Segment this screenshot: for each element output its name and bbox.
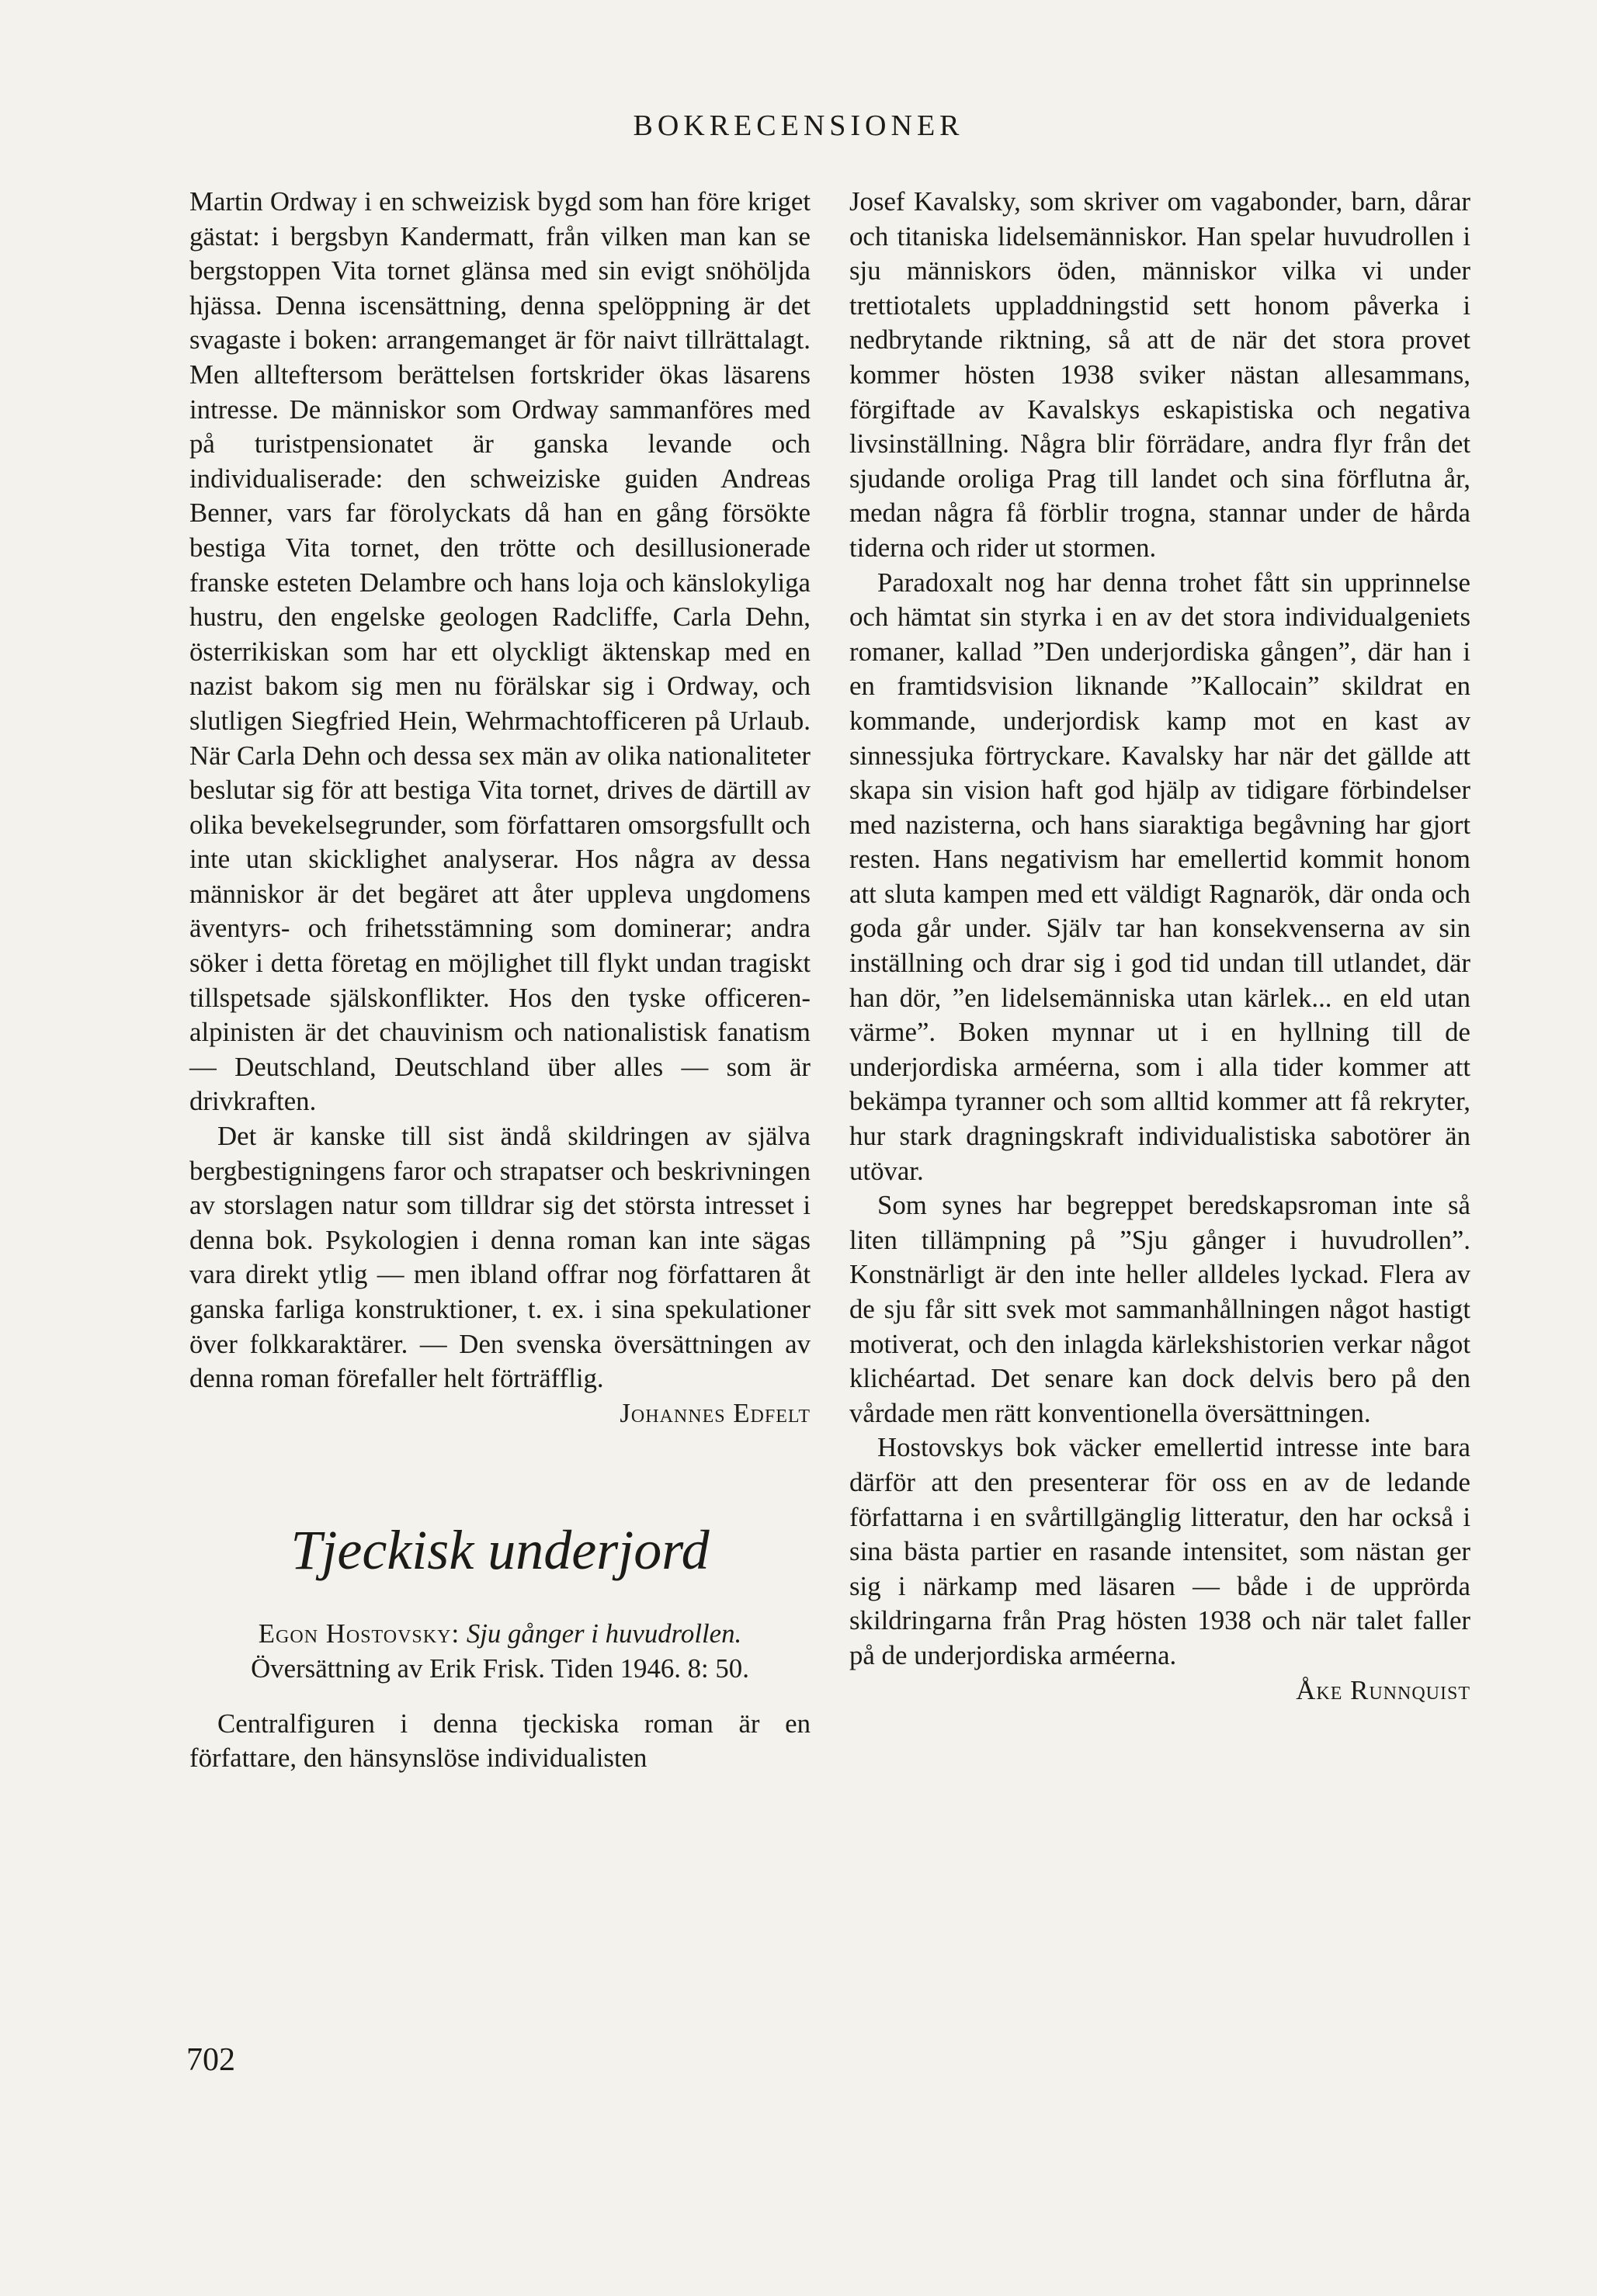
right-paragraph-4: Hostovskys bok väcker emellertid intresse inte bara därför att den presenterar för oss en av de ledande författarna i en svårtillgänglig litteratur, den har också i sina bästa partier en rasande intensitet, som nästan ger sig i närkamp med läsaren — både i de upprörda skildringarna från Prag hösten 1938 och när talet faller på de underjordiska arméerna. (849, 1432, 1470, 1670)
book-title: Sju gånger i huvudrollen. (466, 1618, 742, 1649)
review-opening: Centralfiguren i denna tjeckiska roman är en författare, den hänsynslöse individualisten (189, 1708, 811, 1774)
right-paragraph-3: Som synes har begreppet beredskapsroman inte så liten tillämpning på ”Sju gånger i huvudrollen”. Konstnärligt är den inte heller alldeles lyckad. Flera av de sju får sitt svek mot sammanhållningen något hastigt motiverat, och den inlagda kärlekshistorien verkar något klichéartad. Det senare kan dock delvis bero på den vårdade men rätt konventionella översättningen. (849, 1190, 1470, 1428)
page-number: 702 (186, 2042, 235, 2078)
right-column (849, 185, 1470, 1708)
right-paragraph-2: Paradoxalt nog har denna trohet fått sin upprinnelse och hämtat sin styrka i en av det stora individualgeniets romaner, kallad ”Den underjordiska gången”, där han i en framtidsvision liknande ”Kallocain” skildrat en kommande, underjordisk kamp mot en kast av sinnessjuka förtryckare. Kavalsky har när det gällde att skapa sin vision haft god hjälp av tidigare förbindelser med nazisterna, och hans siaraktiga begåvning har gjort resten. Hans negativism har emellertid kommit honom att sluta kampen med ett väldigt Ragnarök, där onda och goda går under. Själv tar han konsekvenserna av sin inställning och drar sig i god tid undan till utlandet, där han dör, ”en lidelsemänniska utan kärlek... en eld utan värme”. Boken mynnar ut i en hyllning till de underjordiska arméerna, som i alla tider kommer att bekämpa tyranner och som alltid kommer att få rekryter, hur stark dragningskraft individualistiska sabotörer än utövar. (849, 567, 1470, 1186)
book-reference (189, 1617, 811, 1686)
reviewer-signature-runnquist: Åke Runnquist (1296, 1674, 1470, 1705)
left-paragraph-2 (189, 1119, 811, 1428)
right-paragraph-1: Josef Kavalsky, som skriver om vagabonder, barn, dårar och titaniska lidelsemänniskor. Han spelar huvudrollen i sju människors öden, människor vilka vi under trettiotalets uppladdningstid sett honom påverka i nedbrytande riktning, så att de när det stora provet kommer hösten 1938 sviker nästan allesammans, förgiftade av Kavalskys eskapistiska och negativa livsinställning. Några blir förrädare, andra flyr från det sjudande oroliga Prag till landet och sina förflutna år, medan några få förblir trogna, stannar under de hårda tiderna och rider ut stormen. (849, 186, 1470, 563)
book-author: Egon Hostovsky: (258, 1618, 460, 1649)
review-title: Tjeckisk underjord (290, 1519, 710, 1582)
page-header: BOKRECENSIONER (633, 109, 964, 142)
book-details: Översättning av Erik Frisk. Tiden 1946. 8: 50. (251, 1653, 749, 1684)
left-column (189, 185, 811, 1776)
reviewer-signature-edfelt: Johannes Edfelt (620, 1397, 811, 1428)
left-paragraph-1: Martin Ordway i en schweizisk bygd som han före kriget gästat: i bergsbyn Kandermatt, från vilken man kan se bergstoppen Vita tornet glänsa med sin evigt snöhöljda hjässa. Denna iscensättning, denna spelöppning är det svagaste i boken: arrangemanget är för naivt tillrättalagt. Men allteftersom berättelsen fortskrider ökas läsarens intresse. De människor som Ordway sammanföres med på turistpensionatet är ganska levande och individualiserade: den schweiziske guiden Andreas Benner, vars far förolyckats då han en gång försökte bestiga Vita tornet, den trötte och desillusionerade franske esteten Delambre och hans loja och känslokyliga hustru, den engelske geologen Radcliffe, Carla Dehn, österrikiskan som har ett olyckligt äktenskap med en nazist bakom sig men nu förälskar sig i Ordway, och slutligen Siegfried Hein, Wehrmachtofficeren på Urlaub. När Carla Dehn och dessa sex män av olika nationaliteter beslutar sig för att bestiga Vita tornet, drives de därtill av olika bevekelsegrunder, som författaren omsorgsfullt och inte utan skicklighet analyserar. Hos några av dessa människor är det begäret att åter uppleva ungdomens äventyrs- och frihetsstämning som dominerar; andra söker i detta företag en möjlighet till flykt undan tragiskt tillspetsade själskonflikter. Hos den tyske officeren-alpinisten är det chauvinism och nationalistisk fanatism — Deutschland, Deutschland über alles — som är drivkraften. (189, 186, 811, 1117)
left-paragraph-2-text: Det är kanske till sist ändå skildringen av själva bergbestigningens faror och strapatser och beskrivningen av storslagen natur som tilldrar sig det största intresset i denna bok. Psykologien i denna roman kan inte sägas vara direkt ytlig — men ibland offrar nog författaren åt ganska farliga konstruktioner, t. ex. i sina spekulationer över folkkaraktärer. — Den svenska översättningen av denna roman förefaller helt förträfflig. (189, 1121, 811, 1394)
